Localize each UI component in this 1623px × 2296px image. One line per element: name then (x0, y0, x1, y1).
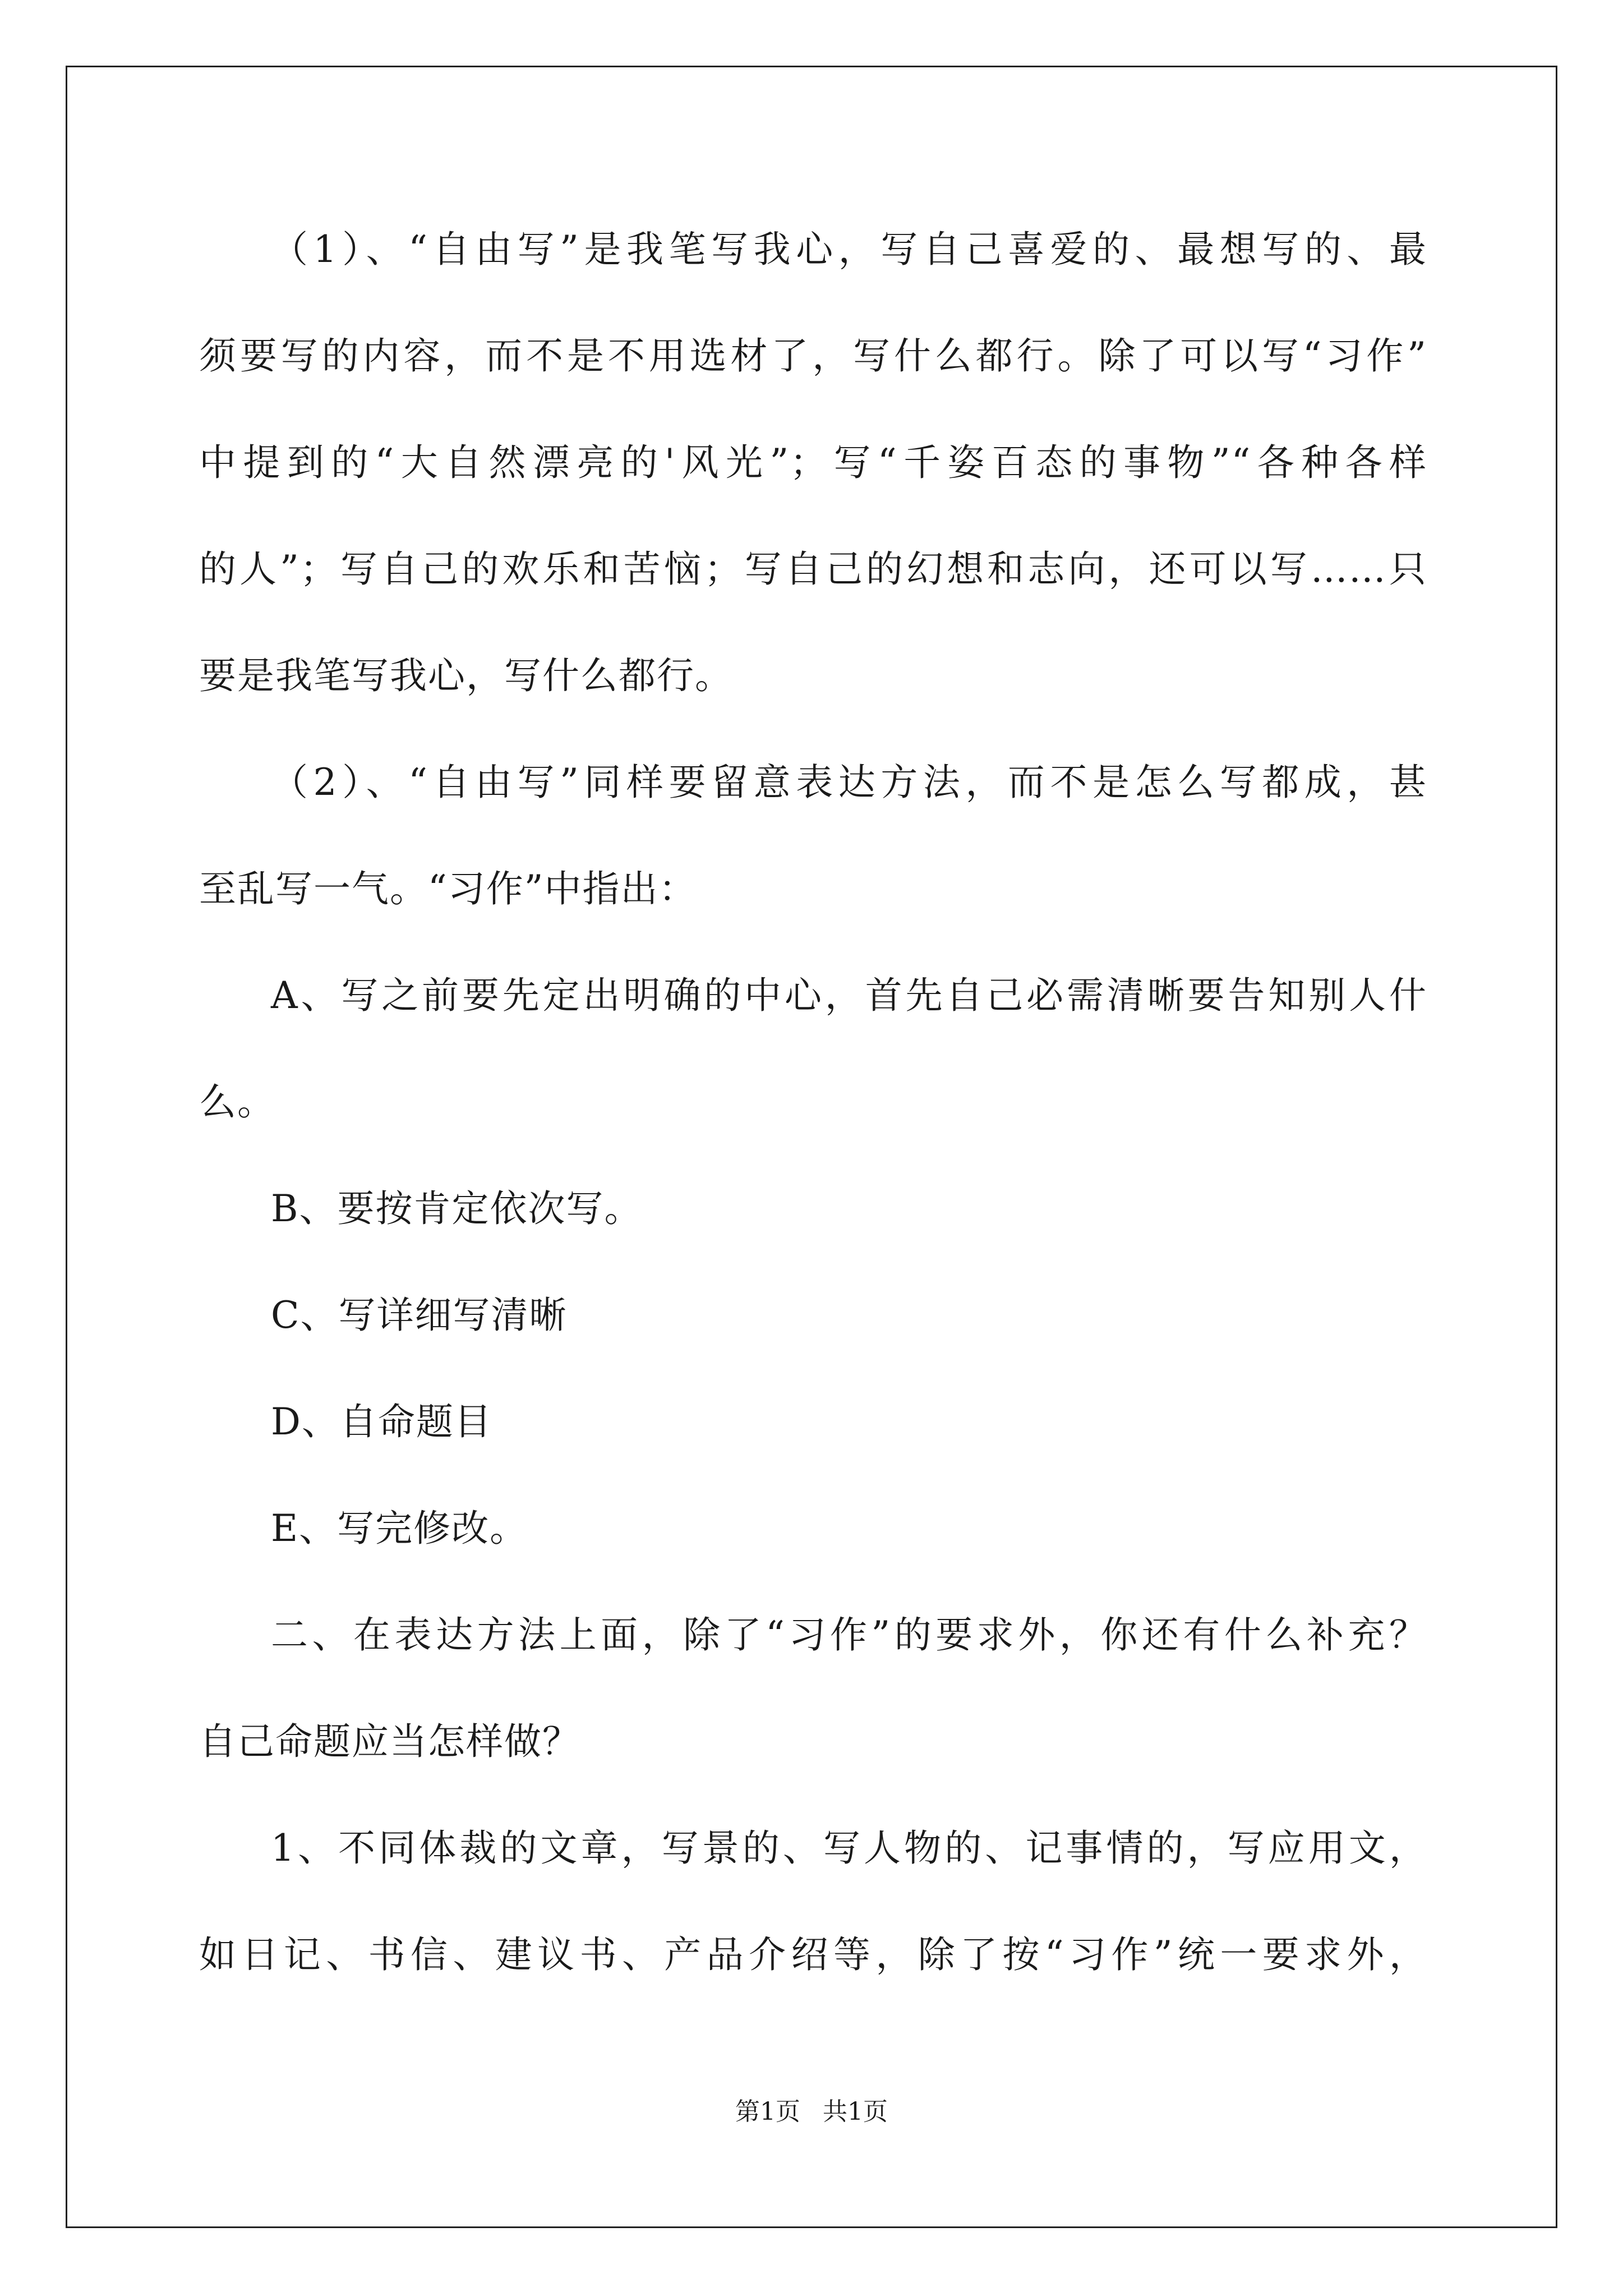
paragraph-line: C、写详细写清晰 (271, 1294, 568, 1337)
paragraph-line: 自己命题应当怎样做？ (199, 1720, 580, 1763)
paragraph-line: E、写完修改。 (271, 1507, 528, 1550)
paragraph-line: 么。 (199, 1080, 275, 1124)
paragraph-line: B、要按肯定依次写。 (271, 1187, 643, 1230)
paragraph-line: 要是我笔写我心，写什么都行。 (199, 654, 733, 697)
paragraph-line: A、写之前要先定出明确的中心，首先自己必需清晰要告知别人什 (271, 974, 1427, 1017)
page-current: 第1页 (735, 2097, 800, 2126)
paragraph-line: 如日记、书信、建议书、产品介绍等，除了按“习作”统一要求外， (199, 1933, 1427, 1976)
paragraph-line: 的人”；写自己的欢乐和苦恼；写自己的幻想和志向，还可以写……只 (199, 547, 1427, 591)
paragraph-line: 中提到的“大自然漂亮的'风光”；写“千姿百态的事物”“各种各样 (199, 441, 1427, 484)
paragraph-line: 二、在表达方法上面，除了“习作”的要求外，你还有什么补充？ (271, 1613, 1427, 1657)
paragraph-line: （2）、“自由写”同样要留意表达方法，而不是怎么写都成，甚 (271, 761, 1427, 804)
paragraph-line: 1、不同体裁的文章，写景的、写人物的、记事情的，写应用文， (271, 1826, 1427, 1870)
paragraph-line: D、自命题目 (271, 1400, 492, 1443)
page-footer (0, 2095, 1623, 2129)
paragraph-line: 至乱写一气。“习作”中指出： (199, 867, 697, 910)
page-total: 共1页 (823, 2097, 888, 2126)
paragraph-line: 须要写的内容，而不是不用选材了，写什么都行。除了可以写“习作” (199, 334, 1427, 378)
page-border (66, 66, 1557, 2228)
paragraph-line: （1）、“自由写”是我笔写我心，写自己喜爱的、最想写的、最 (271, 228, 1427, 271)
